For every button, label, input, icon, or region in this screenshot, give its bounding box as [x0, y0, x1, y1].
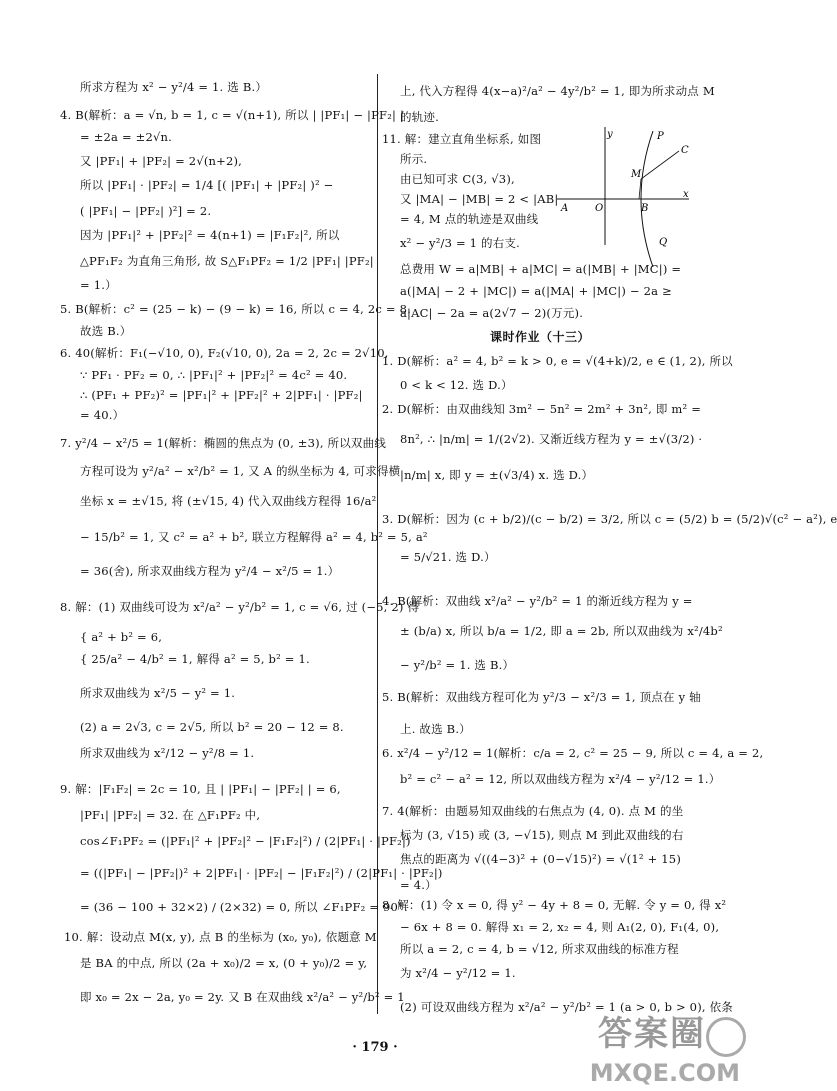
text-line: 所以 a = 2, c = 4, b = √12, 所求双曲线的标准方程: [400, 942, 679, 956]
label-b: B: [641, 203, 649, 214]
label-m: M: [631, 169, 642, 180]
text-line: ( |PF₁| − |PF₂| )²] = 2.: [80, 204, 212, 218]
text-line: 坐标 x = ±√15, 将 (±√15, 4) 代入双曲线方程得 16/a²: [80, 494, 377, 508]
text-line: cos∠F₁PF₂ = (|PF₁|² + |PF₂|² − |F₁F₂|²) / (2|PF₁| · |PF₂|): [80, 834, 411, 848]
text-line: (2) 可设双曲线方程为 x²/a² − y²/b² = 1 (a > 0, b > 0), 依条: [400, 1000, 733, 1014]
text-line: { a² + b² = 6,: [80, 630, 163, 644]
text-line: 总费用 W = a|MB| + a|MC| = a(|MB| + |MC|) =: [400, 262, 682, 276]
text-line: 4. B(解析：a = √n, b = 1, c = √(n+1), 所以 | |PF₁| − |PF₂| |: [60, 108, 405, 122]
text-line: ∵ PF₁ · PF₂ = 0, ∴ |PF₁|² + |PF₂|² = 4c² = 40.: [80, 368, 348, 382]
text-line: 所求方程为 x² − y²/4 = 1. 选 B.）: [80, 80, 268, 94]
text-line: 因为 |PF₁|² + |PF₂|² = 4(n+1) = |F₁F₂|², 所以: [80, 228, 340, 242]
text-line: { 25/a² − 4/b² = 1, 解得 a² = 5, b² = 1.: [80, 652, 310, 666]
text-line: 是 BA 的中点, 所以 (2a + x₀)/2 = x, (0 + y₀)/2 = y,: [80, 956, 368, 970]
text-line: 由已知可求 C(3, √3),: [400, 172, 515, 186]
text-line: 2. D(解析：由双曲线知 3m² − 5n² = 2m² + 3n², 即 m² =: [382, 402, 702, 416]
watermark-text-cn: 答案圈: [598, 1014, 706, 1054]
text-line: = 1.）: [80, 278, 117, 292]
text-line: − y²/b² = 1. 选 B.）: [400, 658, 515, 672]
text-line: 的轨迹.: [400, 110, 439, 124]
text-line: = 4, M 点的轨迹是双曲线: [400, 212, 539, 226]
text-line: − 15/b² = 1, 又 c² = a² + b², 联立方程解得 a² = 4, b² = 5, a²: [80, 530, 428, 544]
text-line: = (36 − 100 + 32×2) / (2×32) = 0, 所以 ∠F₁PF₂ = 90°.: [80, 900, 408, 914]
text-line: 10. 解：设动点 M(x, y), 点 B 的坐标为 (x₀, y₀), 依题意 M: [64, 930, 377, 944]
text-line: 所示.: [400, 152, 428, 166]
text-line: 焦点的距离为 √((4−3)² + (0−√15)²) = √(1² + 15): [400, 852, 682, 866]
text-line: 上. 故选 B.）: [400, 722, 471, 736]
segment-mc: [641, 151, 679, 179]
text-line: − 6x + 8 = 0. 解得 x₁ = 2, x₂ = 4, 则 A₁(2, 0), F₁(4, 0),: [400, 920, 720, 934]
label-a: A: [561, 203, 569, 214]
text-line: 4. B(解析：双曲线 x²/a² − y²/b² = 1 的渐近线方程为 y =: [382, 594, 693, 608]
hyperbola-figure: [561, 127, 691, 248]
label-c: C: [681, 145, 689, 156]
text-line: 7. y²/4 − x²/5 = 1(解析：椭圆的焦点为 (0, ±3), 所以双曲线: [60, 436, 387, 450]
text-line: 即 x₀ = 2x − 2a, y₀ = 2y. 又 B 在双曲线 x²/a² − y²/b² = 1: [80, 990, 405, 1004]
text-line: = 36(舍), 所求双曲线方程为 y²/4 − x²/5 = 1.）: [80, 564, 340, 578]
text-line: 8n², ∴ |n/m| = 1/(2√2). 又渐近线方程为 y = ±√(3/2) ·: [400, 432, 703, 446]
text-line: = ±2a = ±2√n.: [80, 130, 172, 144]
text-line: ∴ (PF₁ + PF₂)² = |PF₁|² + |PF₂|² + 2|PF₁| · |PF₂|: [80, 388, 363, 402]
text-line: |PF₁| |PF₂| = 32. 在 △F₁PF₂ 中,: [80, 808, 261, 822]
text-line: △PF₁F₂ 为直角三角形, 故 S△F₁PF₂ = 1/2 |PF₁| |PF₂|: [80, 254, 374, 268]
text-line: ± (b/a) x, 所以 b/a = 1/2, 即 a = 2b, 所以双曲线为 x²/4b²: [400, 624, 723, 638]
page-number: · 179 ·: [352, 1040, 398, 1055]
text-line: 故选 B.）: [80, 324, 132, 338]
text-line: 1. D(解析：a² = 4, b² = k > 0, e = √(4+k)/2, e ∈ (1, 2), 所以: [382, 354, 733, 368]
text-line: a(|MA| − 2 + |MC|) = a(|MA| + |MC|) − 2a ≥: [400, 284, 672, 298]
text-line: 3. D(解析：因为 (c + b/2)/(c − b/2) = 3/2, 所以 c = (5/2) b = (5/2)√(c² − a²), e: [382, 512, 837, 526]
text-line: = 4.）: [400, 878, 437, 892]
text-line: 所求双曲线为 x²/5 − y² = 1.: [80, 686, 236, 700]
text-line: (2) a = 2√3, c = 2√5, 所以 b² = 20 − 12 = 8.: [80, 720, 344, 734]
label-p: P: [657, 131, 664, 142]
label-q: Q: [659, 237, 668, 248]
text-line: = ((|PF₁| − |PF₂|)² + 2|PF₁| · |PF₂| − |F₁F₂|²) / (2|PF₁| · |PF₂|): [80, 866, 443, 880]
watermark-text-en: MXQE.COM: [589, 1059, 740, 1087]
text-line: 标为 (3, √15) 或 (3, −√15), 则点 M 到此双曲线的右: [400, 828, 684, 842]
watermark-logo-icon: [706, 1017, 746, 1057]
text-line: 8. 解：(1) 双曲线可设为 x²/a² − y²/b² = 1, c = √6, 过 (−5, 2) 得: [60, 600, 420, 614]
text-line: 7. 4(解析：由题易知双曲线的右焦点为 (4, 0). 点 M 的坐: [382, 804, 684, 818]
text-line: 所以 |PF₁| · |PF₂| = 1/4 [( |PF₁| + |PF₂| )² −: [80, 178, 334, 192]
text-line: a|AC| − 2a = a(2√7 − 2)(万元).: [400, 306, 584, 320]
text-line: |n/m| x, 即 y = ±(√3/4) x. 选 D.）: [400, 468, 594, 482]
text-line: 所求双曲线为 x²/12 − y²/8 = 1.: [80, 746, 255, 760]
text-line: 5. B(解析：双曲线方程可化为 y²/3 − x²/3 = 1, 顶点在 y 轴: [382, 690, 701, 704]
label-origin: O: [595, 203, 604, 214]
text-line: 11. 解：建立直角坐标系, 如图: [382, 132, 542, 146]
text-line: = 40.）: [80, 408, 125, 422]
text-line: 上, 代入方程得 4(x−a)²/a² − 4y²/b² = 1, 即为所求动点 M: [400, 84, 715, 98]
text-line: 0 < k < 12. 选 D.）: [400, 378, 513, 392]
section-title: 课时作业（十三）: [490, 330, 591, 344]
text-line: 又 |PF₁| + |PF₂| = 2√(n+2),: [80, 154, 243, 168]
text-line: 9. 解：|F₁F₂| = 2c = 10, 且 | |PF₁| − |PF₂| | = 6,: [60, 782, 341, 796]
label-x: x: [683, 189, 689, 200]
text-line: 5. B(解析：c² = (25 − k) − (9 − k) = 16, 所以 c = 4, 2c = 8.: [60, 302, 411, 316]
text-line: = 5/√21. 选 D.）: [400, 550, 496, 564]
text-line: 方程可设为 y²/a² − x²/b² = 1, 又 A 的纵坐标为 4, 可求得横: [80, 464, 401, 478]
text-line: 6. 40(解析：F₁(−√10, 0), F₂(√10, 0), 2a = 2, 2c = 2√10,: [60, 346, 389, 360]
text-line: 又 |MA| − |MB| = 2 < |AB|: [400, 192, 559, 206]
text-line: b² = c² − a² = 12, 所以双曲线方程为 x²/4 − y²/12 = 1.）: [400, 772, 721, 786]
text-line: 6. x²/4 − y²/12 = 1(解析：c/a = 2, c² = 25 − 9, 所以 c = 4, a = 2,: [382, 746, 764, 760]
label-y: y: [607, 129, 613, 140]
text-line: 为 x²/4 − y²/12 = 1.: [400, 966, 516, 980]
text-line: x² − y²/3 = 1 的右支.: [400, 236, 521, 250]
text-line: 8. 解：(1) 令 x = 0, 得 y² − 4y + 8 = 0, 无解. 令 y = 0, 得 x²: [382, 898, 727, 912]
